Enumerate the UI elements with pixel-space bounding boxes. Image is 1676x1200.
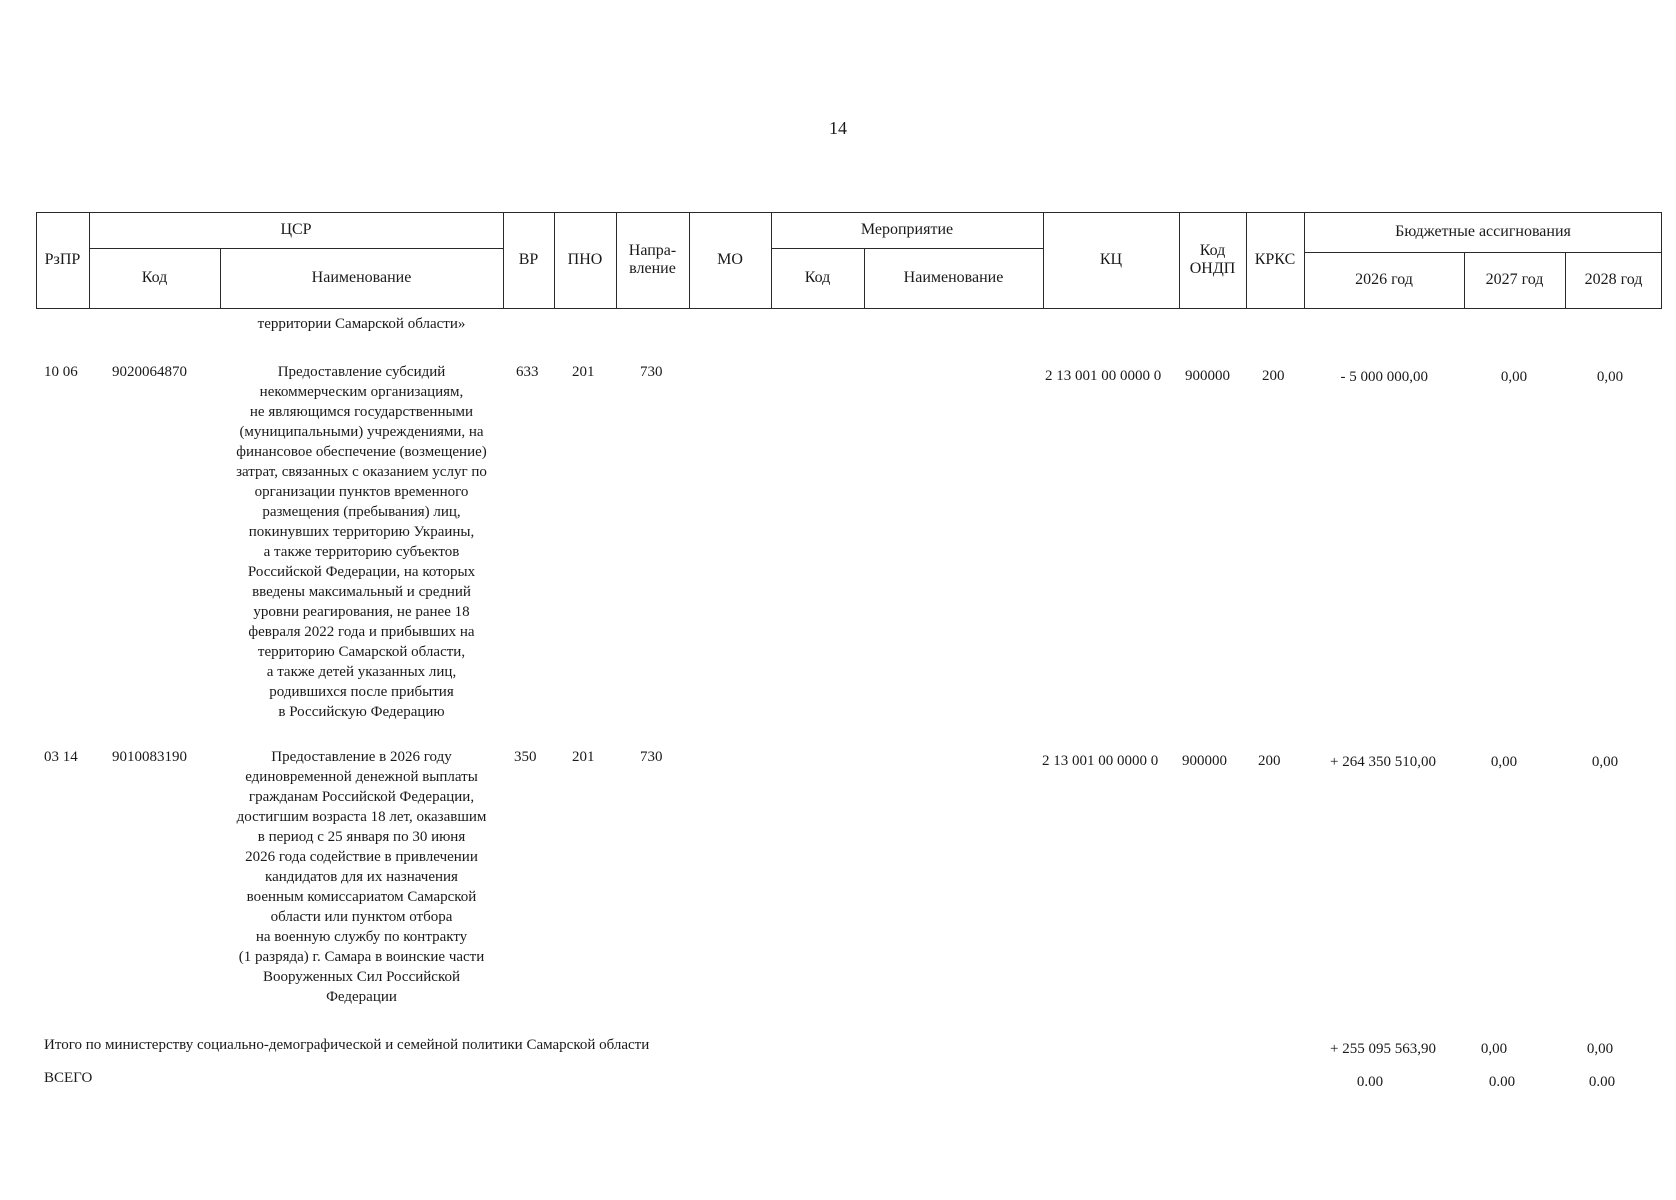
row-csr-name: Предоставление субсидий некоммерческим организациям, не являющимся государственными (муниципальными) учреждениями, на финансовое обеспечение (возмещение) затрат, связанных с оказанием услуг по организации пунктов временного размещения (пребывания) лиц, покинувших территорию Украины, а также территорию субъектов Российской Федерации, на которых введены максимальный и средний уровни реагирования, не ранее 18 февраля 2022 года и прибывших на территорию Самарской области, а также детей указанных лиц, родившихся после прибытия в Российскую Федерацию	[236, 364, 487, 720]
row-amount-2026: - 5 000 000,00	[1340, 369, 1428, 385]
header-csr-code: Код	[141, 269, 168, 286]
row-csr-code: 9010083190	[112, 749, 187, 765]
header-direction: Напра- вление	[628, 242, 677, 277]
row-csr-name: Предоставление в 2026 году единовременной денежной выплаты гражданам Российской Федерации, достигшим возраста 18 лет, оказавшим в период с 25 января по 30 июня 2026 года содействие в привлечении кандидатов для их назначения военным комиссариатом Самарской области или пунктом отбора на военную службу по контракту (1 разряда) г. Самара в воинские части Вооруженных Сил Российской Федерации	[236, 749, 487, 1005]
page-number: 14	[829, 118, 847, 138]
header-year-2028: 2028 год	[1584, 271, 1643, 288]
row-amount-2028: 0,00	[1591, 754, 1619, 770]
header-year-2027: 2027 год	[1485, 271, 1544, 288]
row-direction: 730	[640, 364, 663, 380]
header-bottom-line	[36, 308, 1662, 309]
row-ondp: 900000	[1182, 753, 1227, 769]
row-amount-2026: + 264 350 510,00	[1330, 754, 1436, 770]
header-vr: ВР	[518, 251, 539, 268]
row-pno: 201	[572, 364, 595, 380]
header-csr: ЦСР	[280, 221, 312, 238]
table-header	[36, 212, 1662, 309]
row-kc: 2 13 001 00 0000 0	[1042, 753, 1159, 769]
grand-total-2027: 0.00	[1488, 1074, 1516, 1090]
header-event-code: Код	[804, 269, 831, 286]
total-ministry-2028: 0,00	[1586, 1041, 1614, 1057]
header-event: Мероприятие	[860, 221, 954, 238]
header-kc: КЦ	[1099, 251, 1123, 268]
row-rzpr: 03 14	[44, 749, 78, 765]
row-direction: 730	[640, 749, 663, 765]
row-krks: 200	[1258, 753, 1281, 769]
header-mo: МО	[717, 251, 743, 268]
row-krks: 200	[1262, 368, 1285, 384]
grand-total-label: ВСЕГО	[44, 1070, 93, 1086]
header-year-2026: 2026 год	[1355, 271, 1413, 288]
row-vr: 633	[516, 364, 539, 380]
row-amount-2027: 0,00	[1490, 754, 1518, 770]
header-ondp: Код ОНДП	[1189, 242, 1236, 277]
grand-total-2028: 0.00	[1588, 1074, 1616, 1090]
row-rzpr: 10 06	[44, 364, 78, 380]
header-rzpr: РзПР	[44, 251, 81, 268]
total-ministry-label: Итого по министерству социально-демографической и семейной политики Самарской области	[44, 1037, 650, 1053]
row-csr-code: 9020064870	[112, 364, 187, 380]
header-krks: КРКС	[1254, 251, 1296, 268]
total-ministry-2027: 0,00	[1480, 1041, 1508, 1057]
grand-total-2026: 0.00	[1356, 1074, 1384, 1090]
total-ministry-2026: + 255 095 563,90	[1330, 1041, 1436, 1057]
continuation-text: территории Самарской области»	[257, 316, 466, 332]
row-amount-2028: 0,00	[1596, 369, 1624, 385]
row-pno: 201	[572, 749, 595, 765]
header-pno: ПНО	[567, 251, 603, 268]
header-csr-name: Наименование	[311, 269, 412, 286]
row-amount-2027: 0,00	[1500, 369, 1528, 385]
row-ondp: 900000	[1185, 368, 1230, 384]
row-vr: 350	[514, 749, 537, 765]
header-event-name: Наименование	[903, 269, 1004, 286]
row-kc: 2 13 001 00 0000 0	[1045, 368, 1162, 384]
header-budget: Бюджетные ассигнования	[1395, 223, 1571, 240]
